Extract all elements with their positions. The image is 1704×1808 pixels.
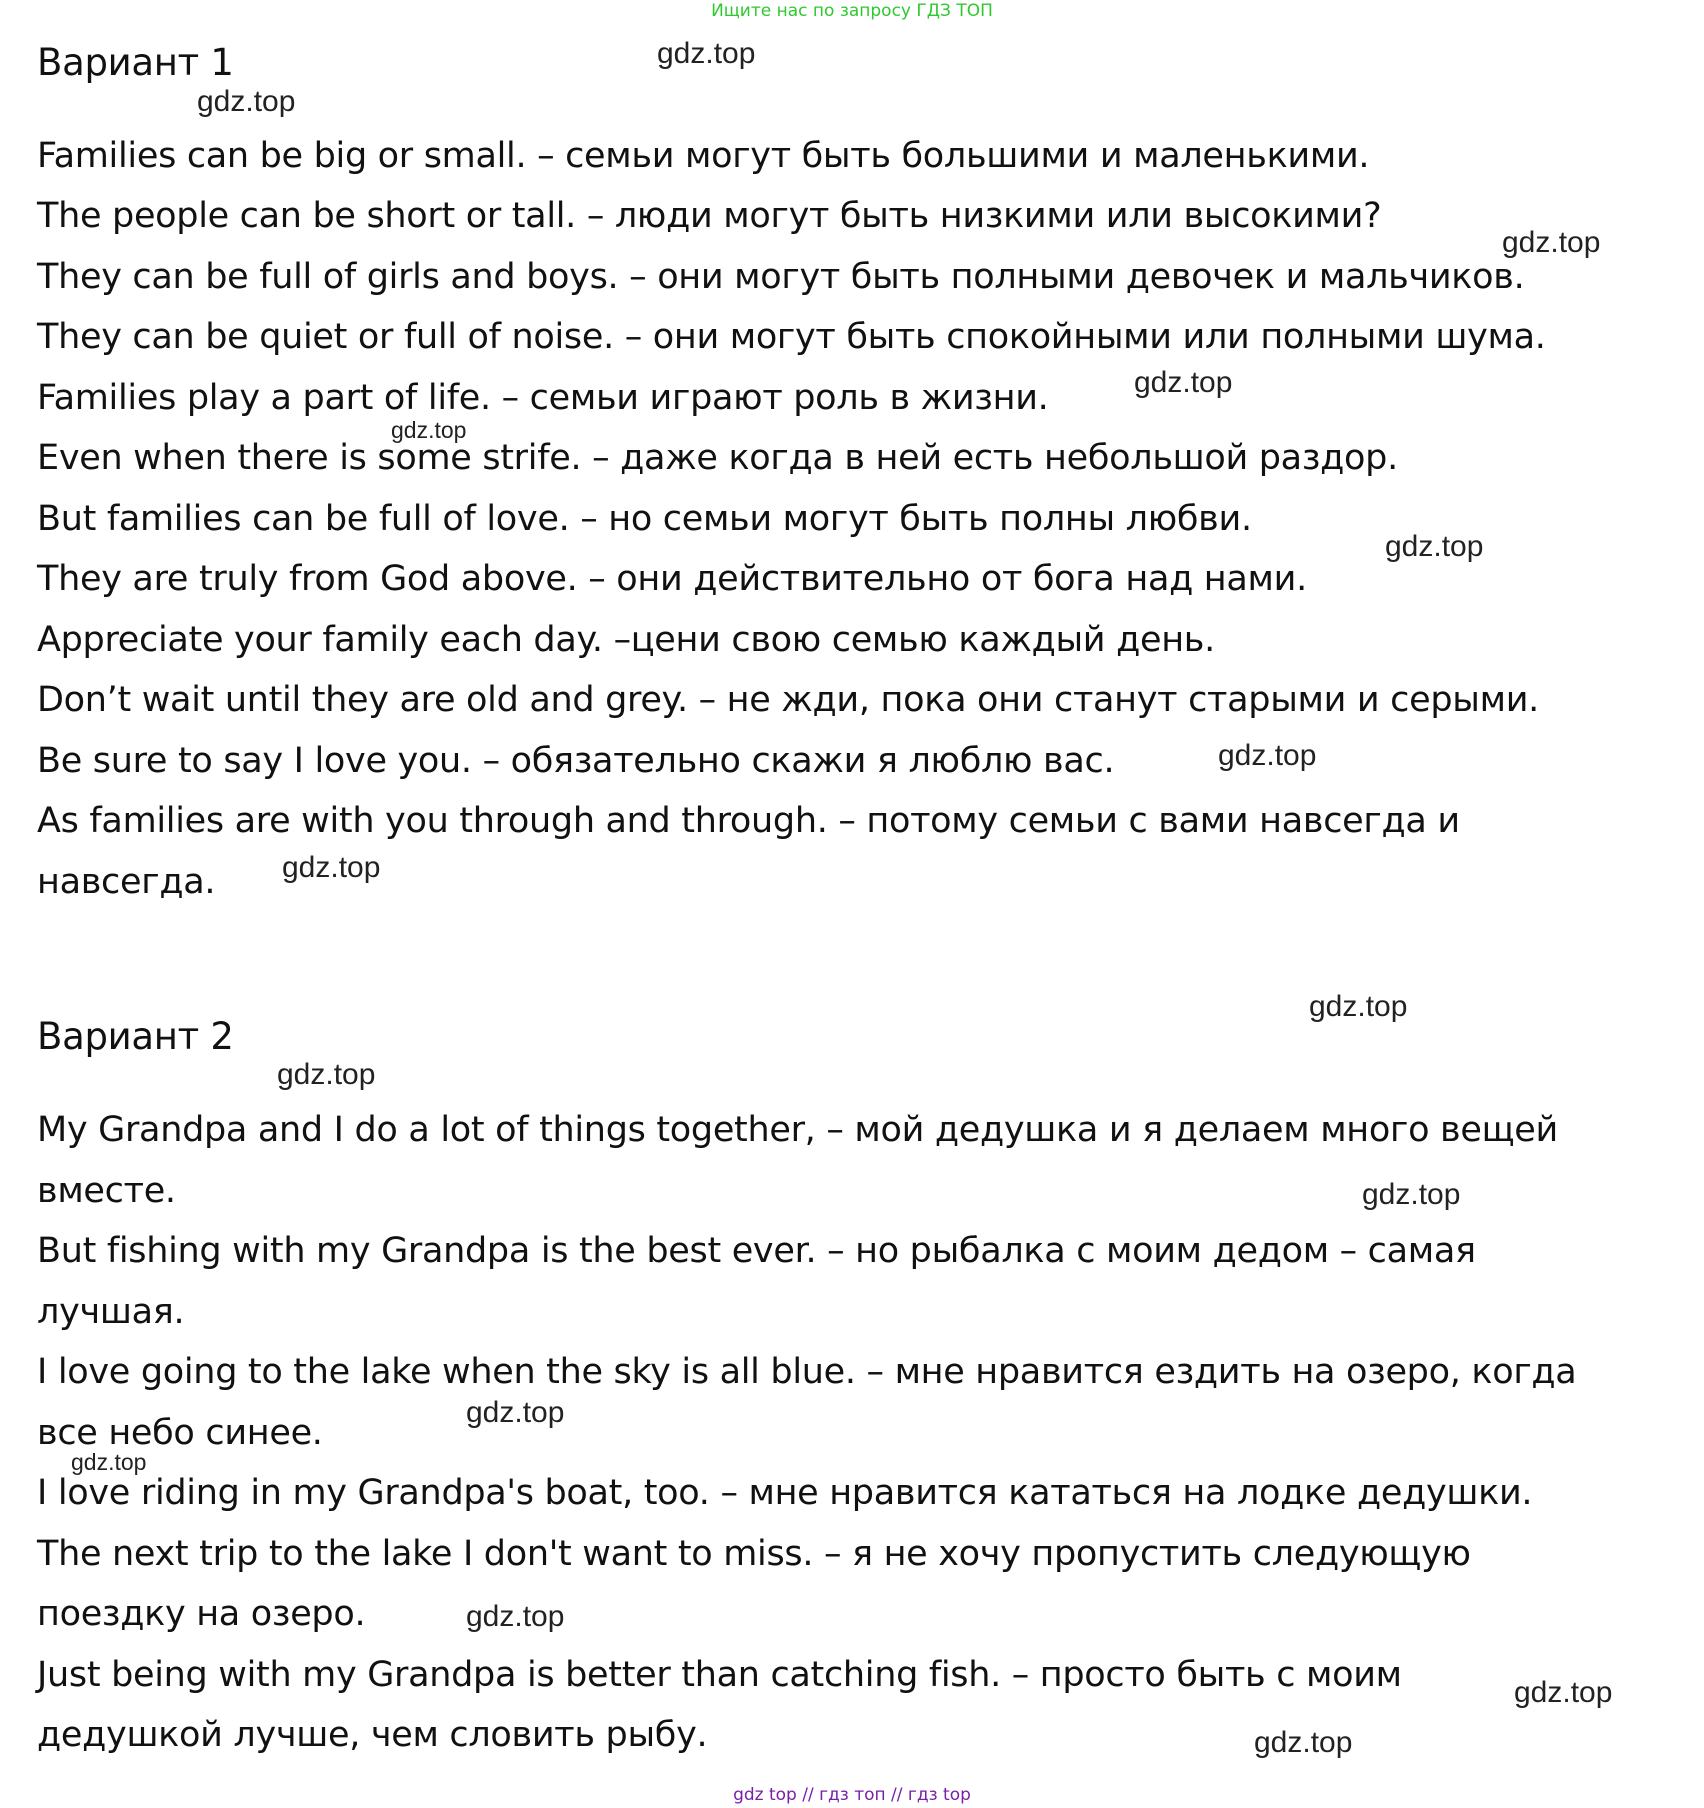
top-banner: Ищите нас по запросу ГДЗ ТОП bbox=[711, 1, 993, 21]
variant-1-line: Don’t wait until they are old and grey. – не жди, пока они станут старыми и серыми. bbox=[37, 680, 1539, 720]
watermark: gdz.top bbox=[1502, 226, 1601, 259]
variant-1-line: The people can be short or tall. – люди могут быть низкими или высокими? bbox=[37, 196, 1382, 236]
variant-2-line: поездку на озеро. bbox=[37, 1594, 366, 1634]
watermark: gdz.top bbox=[71, 1449, 147, 1475]
watermark: gdz.top bbox=[1514, 1676, 1613, 1709]
variant-1-line: Appreciate your family each day. –цени свою семью каждый день. bbox=[37, 620, 1215, 660]
watermark: gdz.top bbox=[1254, 1726, 1353, 1759]
watermark: gdz.top bbox=[1362, 1178, 1461, 1211]
variant-1-line: As families are with you through and through. – потому семьи с вами навсегда и bbox=[37, 801, 1460, 841]
variant-2-line: I love riding in my Grandpa's boat, too. – мне нравится кататься на лодке дедушки. bbox=[37, 1473, 1533, 1513]
watermark: gdz.top bbox=[1134, 366, 1233, 399]
variant-1-title: Вариант 1 bbox=[37, 41, 234, 84]
watermark: gdz.top bbox=[277, 1058, 376, 1091]
watermark: gdz.top bbox=[1385, 530, 1484, 563]
watermark: gdz.top bbox=[391, 417, 467, 443]
variant-2-line: The next trip to the lake I don't want to miss. – я не хочу пропустить следующую bbox=[37, 1534, 1471, 1574]
variant-2-line: Just being with my Grandpa is better than catching fish. – просто быть с моим bbox=[37, 1655, 1402, 1695]
variant-1-line: Families play a part of life. – семьи играют роль в жизни. bbox=[37, 378, 1049, 418]
variant-1-line: Be sure to say I love you. – обязательно скажи я люблю вас. bbox=[37, 741, 1115, 781]
variant-1-line: Even when there is some strife. – даже когда в ней есть небольшой раздор. bbox=[37, 438, 1398, 478]
watermark: gdz.top bbox=[197, 85, 296, 118]
watermark: gdz.top bbox=[657, 37, 756, 70]
variant-2-line: лучшая. bbox=[37, 1292, 185, 1332]
variant-1-line: навсегда. bbox=[37, 862, 216, 902]
watermark: gdz.top bbox=[282, 851, 381, 884]
watermark: gdz.top bbox=[466, 1396, 565, 1429]
variant-2-line: вместе. bbox=[37, 1171, 176, 1211]
variant-2-title: Вариант 2 bbox=[37, 1015, 234, 1058]
variant-1-line: They are truly from God above. – они действительно от бога над нами. bbox=[37, 559, 1307, 599]
variant-2-line: My Grandpa and I do a lot of things together, – мой дедушка и я делаем много вещей bbox=[37, 1110, 1558, 1150]
watermark: gdz.top bbox=[1309, 990, 1408, 1023]
variant-2-line: But fishing with my Grandpa is the best ever. – но рыбалка с моим дедом – самая bbox=[37, 1231, 1476, 1271]
watermark: gdz.top bbox=[466, 1600, 565, 1633]
variant-2-line: I love going to the lake when the sky is all blue. – мне нравится ездить на озеро, когда bbox=[37, 1352, 1577, 1392]
footer: gdz top // гдз топ // гдз top bbox=[733, 1785, 971, 1805]
variant-1-line: They can be full of girls and boys. – они могут быть полными девочек и мальчиков. bbox=[37, 257, 1525, 297]
watermark: gdz.top bbox=[1218, 739, 1317, 772]
variant-1-line: But families can be full of love. – но семьи могут быть полны любви. bbox=[37, 499, 1252, 539]
variant-2-line: все небо синее. bbox=[37, 1413, 323, 1453]
variant-1-line: They can be quiet or full of noise. – они могут быть спокойными или полными шума. bbox=[37, 317, 1546, 357]
variant-2-line: дедушкой лучше, чем словить рыбу. bbox=[37, 1715, 708, 1755]
variant-1-line: Families can be big or small. – семьи могут быть большими и маленькими. bbox=[37, 136, 1370, 176]
